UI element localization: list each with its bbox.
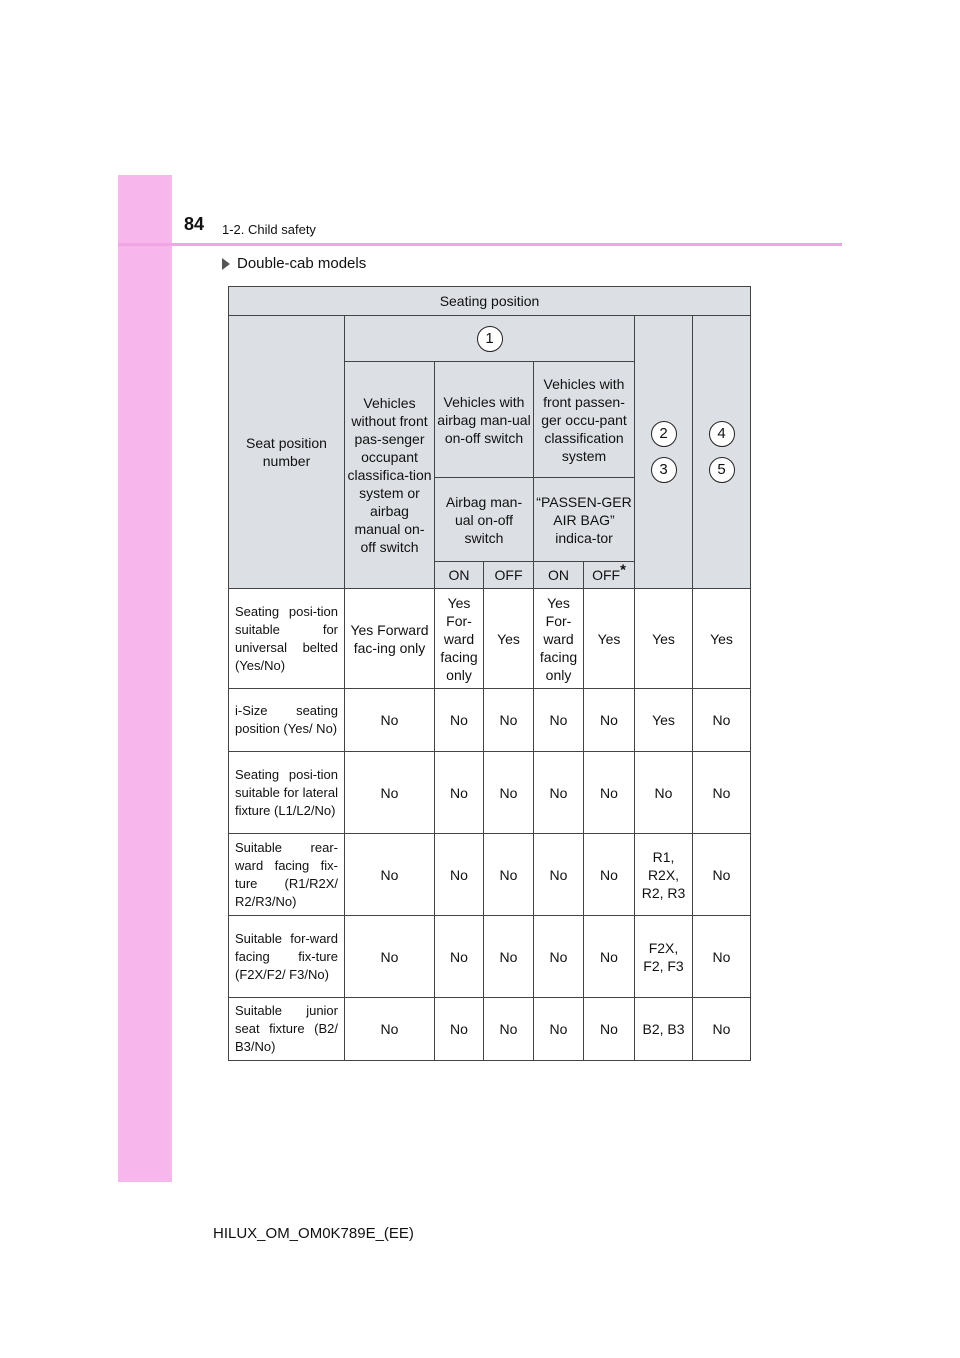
airbag-manual-switch-header: Airbag man-ual on-off switch xyxy=(435,478,534,562)
table-cell: No xyxy=(484,752,534,834)
on-header: ON xyxy=(534,562,584,589)
table-cell: Yes xyxy=(584,589,635,689)
table-cell: No xyxy=(484,998,534,1061)
table-cell: No xyxy=(484,689,534,752)
table-cell: No xyxy=(584,834,635,916)
position-1-header xyxy=(345,316,635,362)
table-cell: No xyxy=(534,916,584,998)
table-cell: No xyxy=(584,998,635,1061)
table-cell: No xyxy=(584,916,635,998)
table-cell: Yes xyxy=(693,589,751,689)
section-label xyxy=(222,255,366,272)
table-cell: No xyxy=(534,752,584,834)
table-cell: No xyxy=(345,689,435,752)
table-cell: No xyxy=(693,998,751,1061)
footer-code: HILUX_OM_OM0K789E_(EE) xyxy=(213,1225,414,1242)
table-cell: No xyxy=(435,834,484,916)
table-cell: No xyxy=(534,834,584,916)
table-cell: No xyxy=(635,752,693,834)
seat-position-number-header: Seat position number xyxy=(229,316,345,589)
table-cell: No xyxy=(693,916,751,998)
table-cell: No xyxy=(435,689,484,752)
page-number: 84 xyxy=(184,214,205,234)
table-cell: No xyxy=(534,998,584,1061)
table-cell: No xyxy=(345,916,435,998)
header-title: 1-2. Child safety xyxy=(222,222,316,237)
table-cell: No xyxy=(484,834,534,916)
no-system-header: Vehicles without front pas-senger occupant classifica-tion system or airbag manual on-off switch xyxy=(345,362,435,589)
table-cell: No xyxy=(345,998,435,1061)
table-cell: Yes xyxy=(484,589,534,689)
position-1-circle: 1 xyxy=(477,326,503,352)
triangle-bullet-icon xyxy=(222,258,230,270)
table-cell: R1, R2X, R2, R3 xyxy=(635,834,693,916)
table-cell: Yes Forward fac-ing only xyxy=(345,589,435,689)
on-header: ON xyxy=(435,562,484,589)
table-cell: No xyxy=(345,752,435,834)
row-label: Suitable junior seat fixture (B2/ B3/No) xyxy=(229,998,345,1061)
off-header: OFF xyxy=(484,562,534,589)
position-2-circle: 2 xyxy=(651,421,677,447)
row-label: Suitable rear-ward facing fix-ture (R1/R2X/ R2/R3/No) xyxy=(229,834,345,916)
position-4-circle: 4 xyxy=(709,421,735,447)
table-cell: No xyxy=(693,689,751,752)
seating-table xyxy=(228,286,751,1061)
classification-system-header: Vehicles with front passen-ger occu-pant classification system xyxy=(534,362,635,478)
row-label: Seating posi-tion suitable for lateral fixture (L1/L2/No) xyxy=(229,752,345,834)
table-cell: No xyxy=(435,752,484,834)
off-label: OFF xyxy=(592,567,621,583)
position-4-5-header xyxy=(693,316,751,589)
table-cell: No xyxy=(693,752,751,834)
seating-position-header: Seating position xyxy=(229,287,751,316)
table-cell: No xyxy=(693,834,751,916)
manual-switch-header: Vehicles with airbag man-ual on-off switch xyxy=(435,362,534,478)
table-cell: No xyxy=(484,916,534,998)
off-header xyxy=(584,562,635,589)
table-cell: No xyxy=(584,752,635,834)
row-label: i-Size seating position (Yes/ No) xyxy=(229,689,345,752)
position-5-circle: 5 xyxy=(709,457,735,483)
table-cell: Yes xyxy=(635,589,693,689)
side-band xyxy=(118,175,172,1182)
row-label: Suitable for-ward facing fix-ture (F2X/F2/ F3/No) xyxy=(229,916,345,998)
table-cell: No xyxy=(584,689,635,752)
table-cell: F2X, F2, F3 xyxy=(635,916,693,998)
section-label-text: Double-cab models xyxy=(237,255,367,272)
position-3-circle: 3 xyxy=(651,457,677,483)
table-cell: No xyxy=(435,916,484,998)
table-cell: No xyxy=(435,998,484,1061)
table-cell: No xyxy=(345,834,435,916)
table-cell: B2, B3 xyxy=(635,998,693,1061)
passenger-airbag-indicator-header: “PASSEN-GER AIR BAG” indica-tor xyxy=(534,478,635,562)
header-rule xyxy=(118,243,842,246)
table-cell: No xyxy=(534,689,584,752)
row-label: Seating posi-tion suitable for universal belted (Yes/No) xyxy=(229,589,345,689)
asterisk-mark: * xyxy=(620,561,626,579)
table-cell: Yes For-ward facing only xyxy=(534,589,584,689)
table-cell: Yes xyxy=(635,689,693,752)
table-cell: Yes For-ward facing only xyxy=(435,589,484,689)
position-2-3-header xyxy=(635,316,693,589)
